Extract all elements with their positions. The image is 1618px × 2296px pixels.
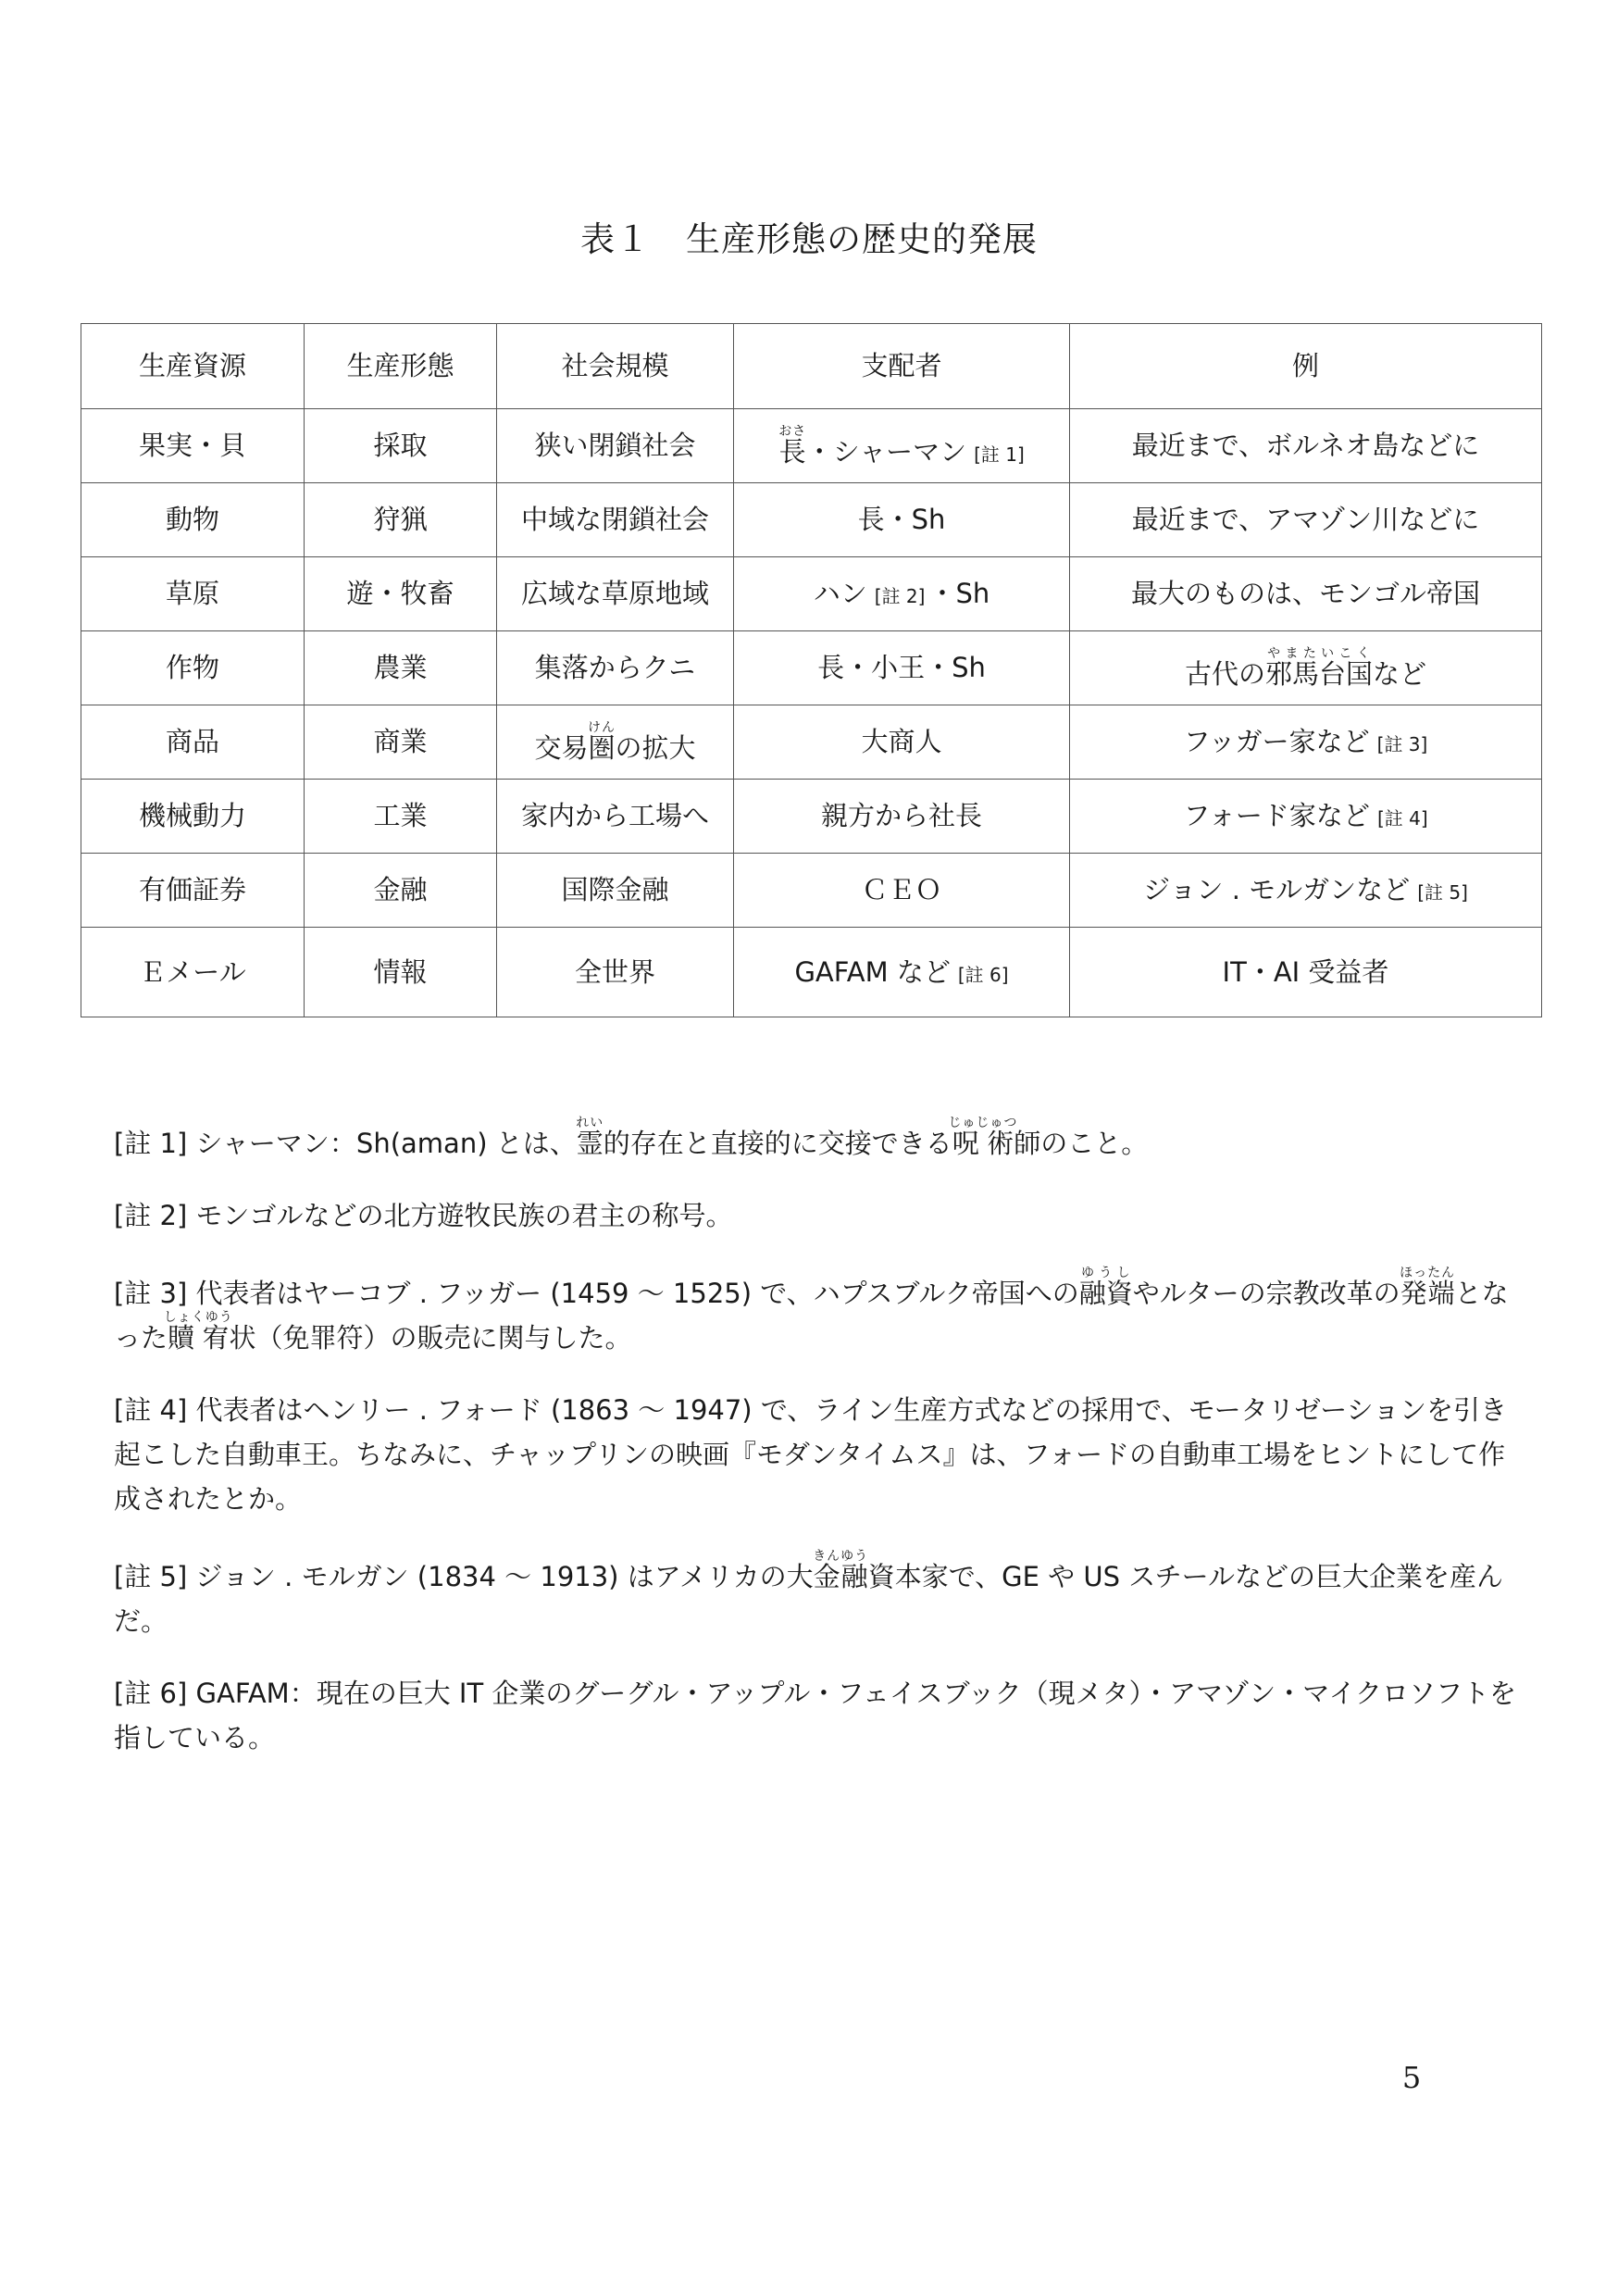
- header-cell: 生産形態: [305, 324, 497, 409]
- note-text: 状（免罪符）の販売に関与した。: [229, 1322, 632, 1354]
- note-ref: [註 5]: [1417, 881, 1468, 905]
- scale-text: 交易: [534, 731, 589, 764]
- ruby-base: 発端: [1400, 1278, 1456, 1309]
- cell-scale: 集落からクニ: [497, 631, 734, 705]
- cell-scale: 家内から工場へ: [497, 780, 734, 854]
- cell-example: [1070, 780, 1542, 854]
- header-cell: 例: [1070, 324, 1542, 409]
- cell-form: 金融: [305, 854, 497, 928]
- cell-scale: 中域な閉鎖社会: [497, 483, 734, 557]
- ruby-reading: やまたいこく: [1264, 645, 1373, 661]
- cell-resource: 商品: [81, 705, 305, 780]
- cell-resource: Ｅメール: [81, 928, 305, 1017]
- ruby-word: [1264, 645, 1373, 690]
- cell-example: [1070, 705, 1542, 780]
- cell-example: 最大のものは、モンゴル帝国: [1070, 557, 1542, 631]
- table-row: [81, 928, 1542, 1017]
- ruby-word: [588, 719, 616, 764]
- example-text: 古代の: [1184, 657, 1265, 690]
- cell-ruler: 親方から社長: [734, 780, 1070, 854]
- ruby-word: [163, 1310, 233, 1354]
- ruby-word: [813, 1549, 869, 1592]
- cell-example: 最近まで、アマゾン川などに: [1070, 483, 1542, 557]
- note-text: [註 1] シャーマン：Sh(aman) とは、: [114, 1128, 577, 1159]
- ruby-base: 邪馬台国: [1264, 657, 1373, 690]
- ruby-base: 呪術: [948, 1128, 1018, 1159]
- cell-resource: 草原: [81, 557, 305, 631]
- cell-form: 農業: [305, 631, 497, 705]
- footnote-2: [註 2] モンゴルなどの北方遊牧民族の君主の称号。: [114, 1200, 733, 1231]
- table-row: [81, 409, 1542, 483]
- cell-ruler: 長・Sh: [734, 483, 1070, 557]
- header-cell: 生産資源: [81, 324, 305, 409]
- note-text: 師のこと。: [1014, 1128, 1149, 1159]
- ruby-reading: きんゆう: [813, 1549, 869, 1564]
- ruler-text: ・シャーマン: [805, 435, 967, 468]
- cell-example: IT・AI 受益者: [1070, 928, 1542, 1017]
- example-text: ジョン . モルガンなど: [1143, 874, 1411, 906]
- ruby-base: 長: [778, 435, 807, 468]
- cell-resource: 作物: [81, 631, 305, 705]
- footnote-4: [註 4] 代表者はヘンリー . フォード (1863 ～ 1947) で、ライン生産方式などの採用で、モータリゼーションを引き起こした自動車王。ちなみに、チャップリンの映画『モダンタイムス』は、フォードの自動車工場をヒントにして作成されたとか。: [114, 1394, 1508, 1515]
- cell-form: 狩猟: [305, 483, 497, 557]
- example-text: など: [1373, 657, 1427, 690]
- cell-scale: [497, 705, 734, 780]
- ruby-reading: ゆうし: [1078, 1266, 1133, 1280]
- cell-form: 工業: [305, 780, 497, 854]
- cell-example: [1070, 854, 1542, 928]
- note-text: 的存在と直接的に交接できる: [603, 1128, 952, 1159]
- ruby-reading: れい: [576, 1116, 604, 1130]
- footnote-3: [114, 1266, 1521, 1360]
- table-row: [81, 483, 1542, 557]
- ruler-text: ・Sh: [928, 578, 990, 610]
- table-row: [81, 631, 1542, 705]
- footnotes: [114, 1116, 1521, 1788]
- note-text: [註 3] 代表者はヤーコブ . フッガー (1459 ～ 1525) で、ハプスブルク帝国への: [114, 1278, 1079, 1309]
- table-row: [81, 557, 1542, 631]
- cell-form: 採取: [305, 409, 497, 483]
- example-text: フッガー家など: [1183, 726, 1370, 758]
- ruby-base: 圏: [588, 731, 616, 764]
- page-number: 5: [1401, 2060, 1422, 2095]
- ruler-text: ハン: [813, 578, 867, 610]
- ruby-reading: ほったん: [1400, 1266, 1456, 1280]
- ruby-word: [1400, 1266, 1456, 1309]
- ruby-word: [778, 423, 807, 468]
- cell-resource: 果実・貝: [81, 409, 305, 483]
- note-text: 資本家で、GE や US スチールなどの巨大企業を産んだ。: [114, 1561, 1504, 1637]
- footnote-5: [114, 1549, 1521, 1643]
- production-table: [81, 323, 1542, 1017]
- cell-scale: 国際金融: [497, 854, 734, 928]
- cell-ruler: [734, 409, 1070, 483]
- cell-form: 情報: [305, 928, 497, 1017]
- table-title: 表１ 生産形態の歴史的発展: [580, 219, 1038, 259]
- ruby-base: 融資: [1078, 1278, 1133, 1309]
- table-row: [81, 780, 1542, 854]
- cell-resource: 動物: [81, 483, 305, 557]
- table-row: [81, 705, 1542, 780]
- cell-example: [1070, 631, 1542, 705]
- note-ref: [註 4]: [1376, 807, 1428, 830]
- header-cell: 支配者: [734, 324, 1070, 409]
- ruby-word: [576, 1116, 604, 1159]
- note-ref: [註 3]: [1376, 733, 1428, 756]
- note-text: やルターの宗教改革の: [1132, 1278, 1400, 1309]
- note-ref: [註 1]: [974, 443, 1025, 466]
- ruby-base: 金融: [813, 1561, 869, 1592]
- cell-ruler: 長・小王・Sh: [734, 631, 1070, 705]
- cell-example: 最近まで、ボルネオ島などに: [1070, 409, 1542, 483]
- ruby-base: 贖宥: [163, 1322, 233, 1354]
- cell-ruler: [734, 928, 1070, 1017]
- cell-scale: 狭い閉鎖社会: [497, 409, 734, 483]
- footnote-1: [114, 1116, 1521, 1166]
- cell-scale: 広域な草原地域: [497, 557, 734, 631]
- cell-form: 遊・牧畜: [305, 557, 497, 631]
- header-cell: 社会規模: [497, 324, 734, 409]
- table-header-row: [81, 324, 1542, 409]
- ruby-word: [1078, 1266, 1133, 1309]
- note-ref: [註 2]: [874, 585, 926, 608]
- note-ref: [註 6]: [957, 963, 1009, 986]
- ruby-reading: おさ: [778, 423, 807, 439]
- scale-text: の拡大: [615, 731, 696, 764]
- footnote-6: [註 6] GAFAM：現在の巨大 IT 企業のグーグル・アップル・フェイスブック（現メタ）・アマゾン・マイクロソフトを指している。: [114, 1678, 1517, 1753]
- cell-ruler: 大商人: [734, 705, 1070, 780]
- note-text: [註 5] ジョン . モルガン (1834 ～ 1913) はアメリカの大: [114, 1561, 814, 1592]
- note-text: となった: [114, 1278, 1509, 1354]
- ruby-word: [948, 1116, 1018, 1159]
- cell-resource: 機械動力: [81, 780, 305, 854]
- cell-ruler: [734, 557, 1070, 631]
- cell-scale: 全世界: [497, 928, 734, 1017]
- ruby-base: 霊: [576, 1128, 604, 1159]
- ruby-reading: じゅじゅつ: [948, 1116, 1018, 1130]
- table-row: [81, 854, 1542, 928]
- ruby-reading: けん: [588, 719, 616, 735]
- cell-resource: 有価証券: [81, 854, 305, 928]
- cell-ruler: ＣＥＯ: [734, 854, 1070, 928]
- ruler-text: GAFAM など: [794, 955, 951, 988]
- cell-form: 商業: [305, 705, 497, 780]
- example-text: フォード家など: [1183, 800, 1370, 832]
- ruby-reading: しょくゆう: [163, 1310, 233, 1325]
